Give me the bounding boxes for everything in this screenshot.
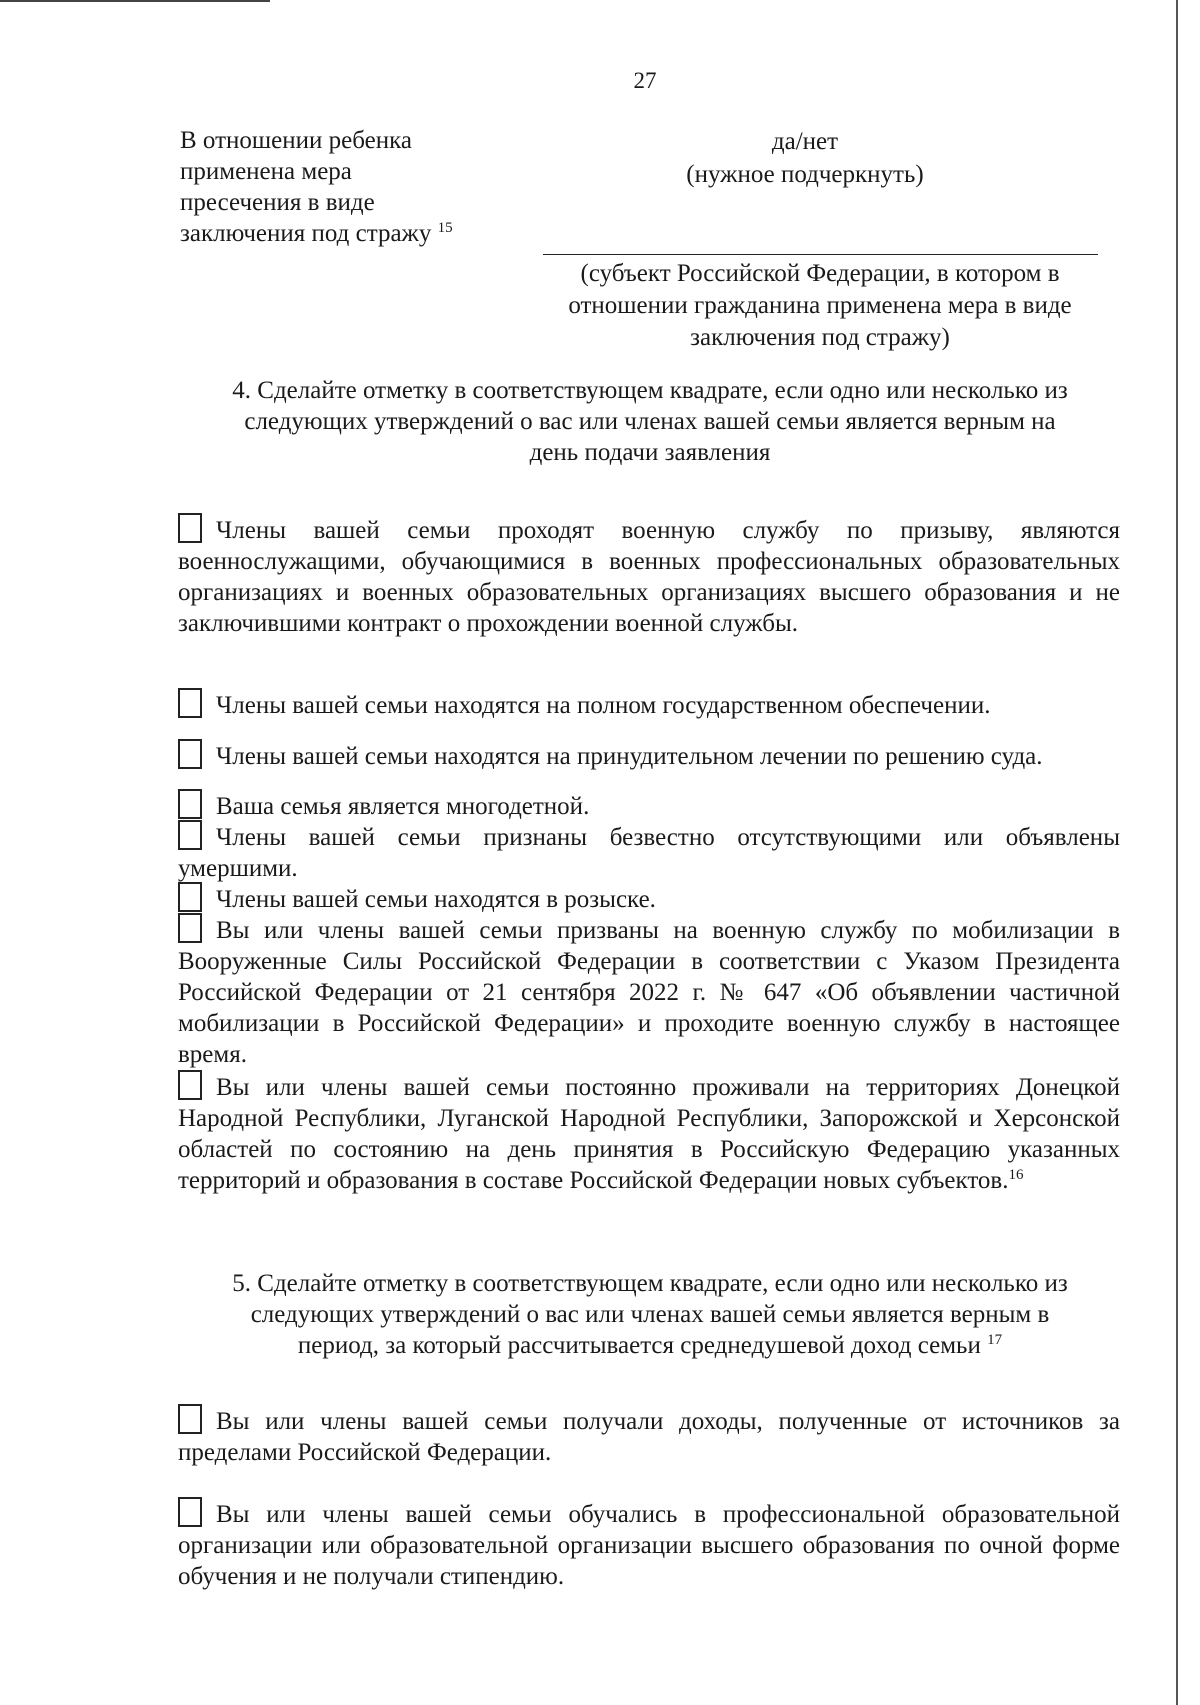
footnote-15: 15 [437, 220, 453, 236]
checkbox[interactable] [178, 882, 202, 912]
item-text: Члены вашей семьи находятся на полном государственном обеспечении. [216, 692, 991, 719]
section-4-item-missing [178, 820, 1120, 884]
custody-label-text: заключения под стражу [180, 220, 432, 247]
section-4-heading [170, 375, 1130, 468]
section-4-item-wanted [178, 882, 1120, 915]
yes-no-field[interactable] [640, 125, 970, 191]
item-text: Вы или члены вашей семьи постоянно проживали на территориях Донецкой Народной Республики, Луганской Народной Республики, Запорожской и Херсонской областей по состоянию на день принятия в Российскую Федерацию указанных территорий и образования в составе Российской Федерации новых субъектов. [178, 1074, 1120, 1194]
section-4-item-state-support [178, 688, 1120, 721]
section-4-item-large-family [178, 789, 1120, 822]
heading-line [170, 1330, 1130, 1361]
checkbox[interactable] [178, 739, 202, 769]
custody-label-line [180, 218, 510, 249]
custody-label [180, 125, 510, 249]
item-text: Члены вашей семьи находятся в розыске. [216, 886, 656, 913]
heading-line: следующих утверждений о вас или членах вашей семьи является верным в [250, 1301, 1050, 1328]
scan-edge-top [0, 0, 270, 2]
checkbox[interactable] [178, 1070, 202, 1100]
subject-input-line[interactable] [543, 254, 1098, 255]
item-text: Члены вашей семьи проходят военную службу по призыву, являются военнослужащими, обучающимися в военных профессиональных образовательных организациях и военных образовательных организациях высшего образования и не заключившими контракт о прохождении военной службы. [178, 517, 1120, 637]
section-4-item-conscripts [178, 513, 1120, 639]
checkbox[interactable] [178, 789, 202, 819]
footnote-17: 17 [987, 1332, 1003, 1348]
heading-line: день подачи заявления [529, 439, 771, 466]
item-text: Вы или члены вашей семьи получали доходы, полученные от источников за пределами Российской Федерации. [178, 1408, 1120, 1466]
item-text: Члены вашей семьи признаны безвестно отсутствующими или объявлены умершими. [178, 824, 1120, 882]
yes-no-answer[interactable]: да/нет [771, 128, 839, 155]
subject-caption-line: (субъект Российской Федерации, в котором в [580, 260, 1060, 287]
checkbox[interactable] [178, 820, 202, 850]
custody-label-line: применена мера [180, 158, 352, 185]
scan-edge-right [1176, 0, 1178, 1705]
subject-caption-line: отношении гражданина применена мера в виде [568, 292, 1072, 319]
item-text: Вы или члены вашей семьи призваны на военную службу по мобилизации в Вооруженные Силы Российской Федерации в соответствии с Указом Президента Российской Федерации от 21 сентября 2022 г. № 647 «Об объявлении частичной мобилизации в Российской Федерации» и проходите военную службу в настоящее время. [178, 917, 1120, 1068]
subject-caption-line: заключения под стражу) [690, 324, 950, 351]
custody-label-line: В отношении ребенка [180, 127, 412, 154]
item-text: Ваша семья является многодетной. [216, 793, 590, 820]
checkbox[interactable] [178, 513, 202, 543]
footnote-16: 16 [1008, 1167, 1024, 1183]
section-5-heading [170, 1268, 1130, 1361]
page-number: 27 [633, 68, 657, 93]
heading-text: период, за который рассчитывается среднедушевой доход семьи [297, 1332, 981, 1359]
section-4-item-new-territories [178, 1070, 1120, 1196]
checkbox[interactable] [178, 1404, 202, 1434]
heading-line: следующих утверждений о вас или членах вашей семьи является верным на [244, 408, 1056, 435]
checkbox[interactable] [178, 1497, 202, 1527]
section-5-item-foreign-income [178, 1404, 1120, 1468]
item-text: Члены вашей семьи находятся на принудительном лечении по решению суда. [216, 743, 1043, 770]
section-5-item-full-time-study [178, 1497, 1120, 1592]
item-text: Вы или члены вашей семьи обучались в профессиональной образовательной организации или образовательной организации высшего образования по очной форме обучения и не получали стипендию. [178, 1501, 1120, 1590]
checkbox[interactable] [178, 913, 202, 943]
subject-caption [525, 258, 1115, 354]
checkbox[interactable] [178, 688, 202, 718]
section-4-item-mobilized [178, 913, 1120, 1070]
heading-line: 4. Сделайте отметку в соответствующем квадрате, если одно или несколько из [232, 377, 1068, 404]
yes-no-hint: (нужное подчеркнуть) [686, 161, 924, 188]
heading-line: 5. Сделайте отметку в соответствующем квадрате, если одно или несколько из [232, 1270, 1068, 1297]
custody-label-line: пресечения в виде [180, 189, 375, 216]
section-4-item-compulsory-treatment [178, 739, 1120, 772]
